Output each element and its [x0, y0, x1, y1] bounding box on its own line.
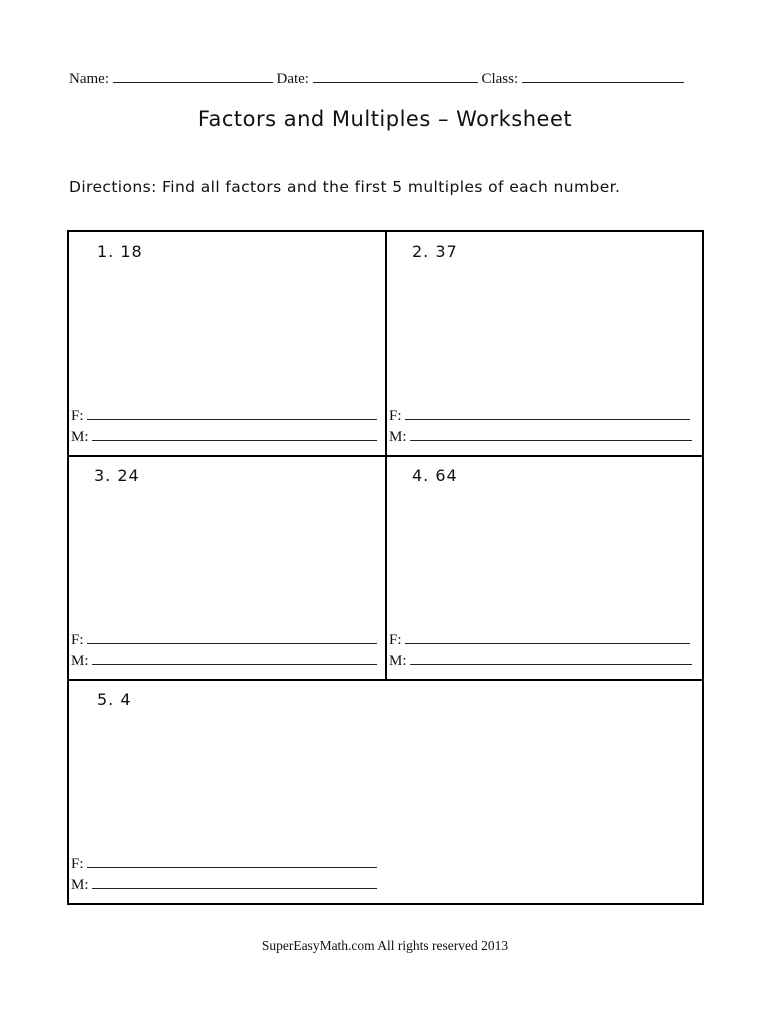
- problem-label-5: 5. 4: [97, 690, 132, 709]
- factor-label-4: F:: [389, 632, 402, 648]
- multiple-blank-4[interactable]: [410, 651, 692, 665]
- directions-text: Directions: Find all factors and the first 5 multiples of each number.: [69, 178, 621, 196]
- multiple-blank-2[interactable]: [410, 427, 692, 441]
- multiple-label-1: M:: [71, 429, 89, 445]
- multiple-label-5: M:: [71, 877, 89, 893]
- multiple-blank-5[interactable]: [92, 875, 377, 889]
- multiple-label-3: M:: [71, 653, 89, 669]
- factor-blank-5[interactable]: [87, 854, 377, 868]
- student-info-line: [69, 70, 709, 88]
- problem-cell-4: [387, 457, 702, 679]
- copyright-footer: SuperEasyMath.com All rights reserved 2013: [261, 938, 509, 953]
- factor-blank-2[interactable]: [405, 406, 690, 420]
- problem-grid: [67, 230, 704, 905]
- problem-cell-2: [387, 232, 702, 455]
- problem-label-3: 3. 24: [94, 466, 140, 485]
- factor-label-5: F:: [71, 856, 84, 872]
- factor-label-3: F:: [71, 632, 84, 648]
- class-blank[interactable]: [522, 70, 684, 83]
- answer-area-2: [389, 406, 692, 448]
- problem-label-2: 2. 37: [412, 242, 458, 261]
- answer-area-4: [389, 630, 692, 672]
- date-blank[interactable]: [313, 70, 478, 83]
- problem-cell-5: [69, 681, 702, 903]
- factor-label-1: F:: [71, 408, 84, 424]
- factor-blank-4[interactable]: [405, 630, 690, 644]
- problem-label-4: 4. 64: [412, 466, 458, 485]
- answer-area-3: [71, 630, 377, 672]
- multiple-blank-3[interactable]: [92, 651, 377, 665]
- answer-area-5: [71, 854, 377, 896]
- name-label: Name:: [69, 71, 109, 87]
- worksheet-title: Factors and Multiples – Worksheet: [197, 107, 573, 131]
- answer-area-1: [71, 406, 377, 448]
- class-label: Class:: [481, 71, 519, 87]
- factor-blank-1[interactable]: [87, 406, 377, 420]
- multiple-label-2: M:: [389, 429, 407, 445]
- date-label: Date:: [276, 71, 309, 87]
- multiple-label-4: M:: [389, 653, 407, 669]
- name-blank[interactable]: [113, 70, 273, 83]
- problem-cell-3: [69, 457, 385, 679]
- multiple-blank-1[interactable]: [92, 427, 377, 441]
- factor-label-2: F:: [389, 408, 402, 424]
- problem-cell-1: [69, 232, 385, 455]
- problem-label-1: 1. 18: [97, 242, 143, 261]
- factor-blank-3[interactable]: [87, 630, 377, 644]
